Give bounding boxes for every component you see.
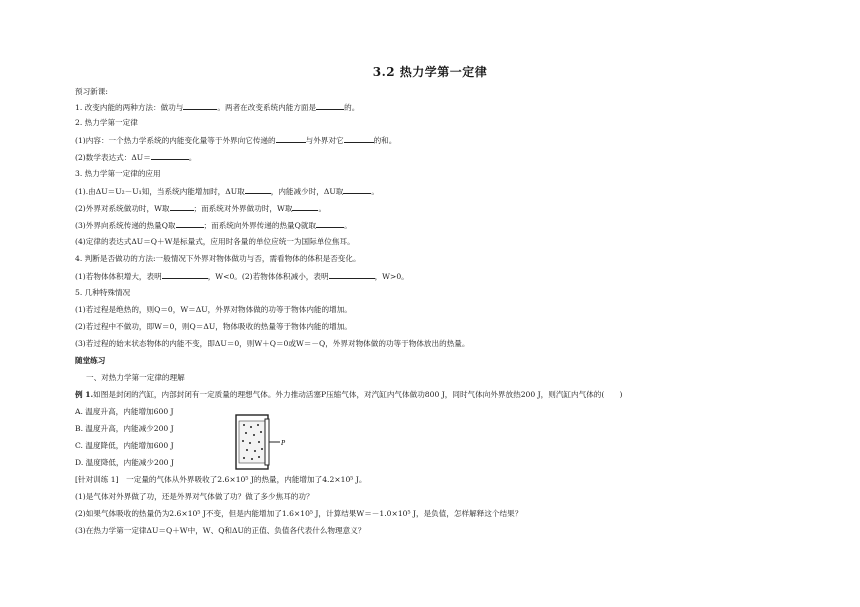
training-q3: (3)在热力学第一定律ΔU＝Q＋W中，W、Q和ΔU的正值、负值各代表什么物理意义？ <box>75 526 366 535</box>
fill-blank[interactable] <box>316 101 344 110</box>
option-b[interactable]: B. 温度升高，内能减少200 J <box>75 424 174 433</box>
training-q2: (2)如果气体吸收的热量仍为2.6×10⁵ J不变，但是内能增加了1.6×10⁵ J，计算结果W＝－1.0×10⁵ J，是负值，怎样解释这个结果？ <box>75 509 523 518</box>
preview-line-12: 5. 几种特殊情况 <box>75 288 131 297</box>
fill-blank[interactable] <box>292 202 318 211</box>
fill-blank[interactable] <box>245 185 271 194</box>
preview-line-6: (1).由ΔU＝U₂－U₁知，当系统内能增加时，ΔU取 ，内能减少时，ΔU取 。 <box>75 187 379 196</box>
preview-line-5: 3. 热力学第一定律的应用 <box>75 169 161 178</box>
preview-line-1: 1. 改变内能的两种方法：做功与 。两者在改变系统内能方面是 的。 <box>75 103 360 112</box>
piston <box>265 419 269 465</box>
option-c[interactable]: C. 温度降低，内能增加600 J <box>75 441 174 450</box>
preview-heading: 预习新课: <box>75 87 108 96</box>
fill-blank[interactable] <box>183 101 217 110</box>
preview-line-14: (2)若过程中不做功，即W＝0，则Q＝ΔU，物体吸收的热量等于物体内能的增加。 <box>75 322 352 331</box>
preview-line-8: (3)外界向系统传递的热量Q取 ；而系统向外界传递的热量Q就取 。 <box>75 221 352 230</box>
fill-blank[interactable] <box>316 219 344 228</box>
page-title: 3.2 热力学第一定律 <box>372 65 488 79</box>
preview-line-4: (2)数学表达式：ΔU＝ 。 <box>75 153 197 162</box>
gas-region <box>239 421 265 463</box>
preview-line-7: (2)外界对系统做功时，W取 ；而系统对外界做功时，W取 。 <box>75 204 327 213</box>
training-q1: (1)是气体对外界做了功，还是外界对气体做了功？做了多少焦耳的功？ <box>75 492 314 501</box>
fill-blank[interactable] <box>170 202 194 211</box>
preview-line-15: (3)若过程的始末状态物体的内能不变，即ΔU＝0，则W＋Q＝0或W＝－Q，外界对物体做的功等于物体放出的热量。 <box>75 339 470 348</box>
practice-heading: 随堂练习 <box>75 356 106 365</box>
cylinder-piston-diagram <box>234 413 294 471</box>
fill-blank[interactable] <box>343 185 371 194</box>
fill-blank[interactable] <box>276 134 306 143</box>
example-1-stem: 例 1.如图是封闭的汽缸，内部封闭有一定质量的理想气体。外力推动活塞P压缩气体，对汽缸内气体做功800 J，同时气体向外界放热200 J，则汽缸内气体的( ) <box>75 390 623 399</box>
preview-line-2: 2. 热力学第一定律 <box>75 118 138 127</box>
option-a[interactable]: A. 温度升高，内能增加600 J <box>75 407 174 416</box>
preview-line-9: (4)定律的表达式ΔU＝Q＋W是标量式，应用时各量的单位应统一为国际单位焦耳。 <box>75 237 355 246</box>
fill-blank[interactable] <box>344 134 374 143</box>
option-d[interactable]: D. 温度降低，内能减少200 J <box>75 458 174 467</box>
fill-blank[interactable] <box>329 270 375 279</box>
fill-blank[interactable] <box>151 151 189 160</box>
section-heading-1: 一、对热力学第一定律的理解 <box>86 373 185 382</box>
preview-line-3: (1)内容：一个热力学系统的内能变化量等于外界向它传递的 与外界对它 的和。 <box>75 136 397 145</box>
preview-line-13: (1)若过程是绝热的，则Q＝0，W＝ΔU，外界对物体做的功等于物体内能的增加。 <box>75 305 352 314</box>
preview-line-11: (1)若物体体积增大，表明 ，W<0。(2)若物体体积减小，表明 ，W>0。 <box>75 272 409 281</box>
piston-label: P <box>281 439 286 447</box>
fill-blank[interactable] <box>176 219 204 228</box>
fill-blank[interactable] <box>162 270 208 279</box>
training-1-stem: [针对训练 1] 一定量的气体从外界吸收了2.6×10⁵ J的热量，内能增加了4.2×10⁵ J。 <box>75 475 367 484</box>
preview-line-10: 4. 判断是否做功的方法:一般情况下外界对物体做功与否，需看物体的体积是否变化。 <box>75 254 361 263</box>
